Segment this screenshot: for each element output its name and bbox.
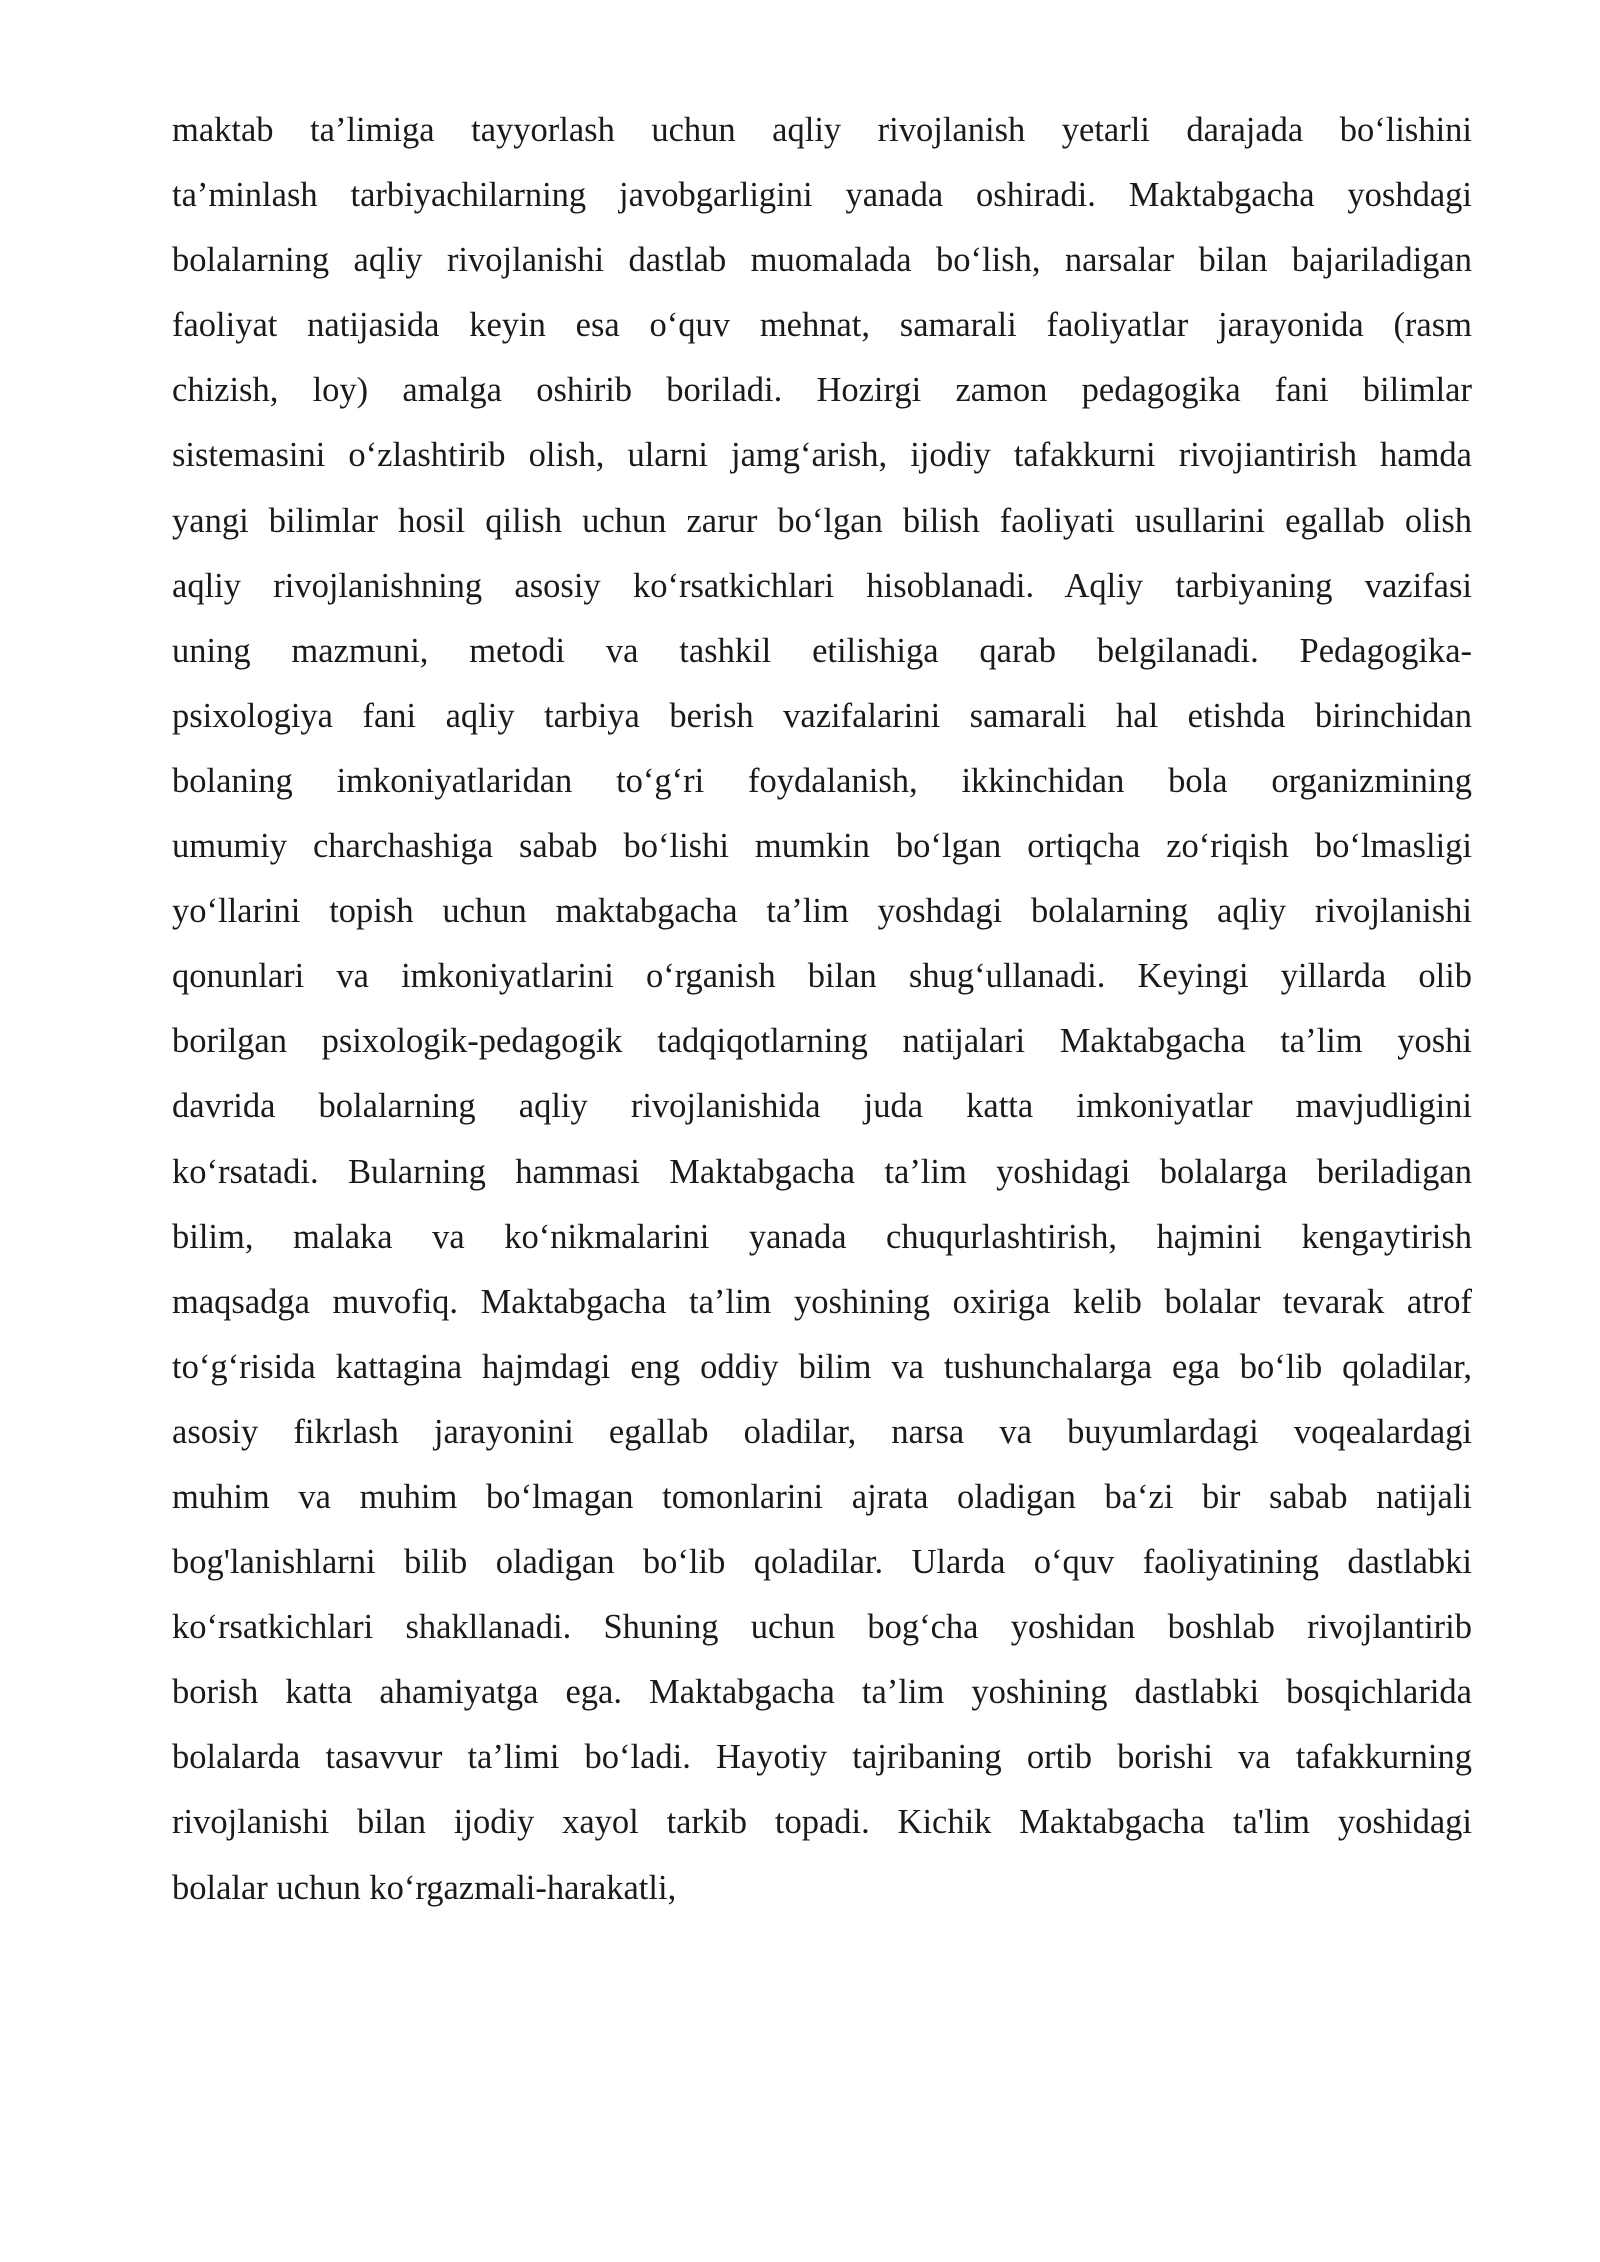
text-line: yo‘llarini topish uchun maktabgacha ta’lim yoshdagi bolalarning aqliy rivojlanishi xyxy=(172,892,1472,931)
text-line: rivojlanishi bilan ijodiy xayol tarkib topadi. Kichik Maktabgacha ta'lim yoshidagi xyxy=(172,1803,1472,1842)
text-line: borish katta ahamiyatga ega. Maktabgacha ta’lim yoshining dastlabki bosqichlarida xyxy=(172,1673,1472,1712)
text-line: asosiy fikrlash jarayonini egallab oladilar, narsa va buyumlardagi voqealardagi xyxy=(172,1412,1472,1451)
text-line: ko‘rsatkichlari shakllanadi. Shuning uchun bog‘cha yoshidan boshlab rivojlantirib xyxy=(172,1608,1472,1647)
text-line: to‘g‘risida kattagina hajmdagi eng oddiy bilim va tushunchalarga ega bo‘lib qoladilar, xyxy=(172,1347,1472,1386)
text-line: qonunlari va imkoniyatlarini o‘rganish bilan shug‘ullanadi. Keyingi yillarda olib xyxy=(172,957,1472,996)
text-line: bolalarning aqliy rivojlanishi dastlab muomalada bo‘lish, narsalar bilan bajariladigan xyxy=(172,241,1472,280)
text-line: psixologiya fani aqliy tarbiya berish vazifalarini samarali hal etishda birinchidan xyxy=(172,696,1472,735)
text-line: ko‘rsatadi. Bularning hammasi Maktabgacha ta’lim yoshidagi bolalarga beriladigan xyxy=(172,1152,1472,1191)
text-line: uning mazmuni, metodi va tashkil etilishiga qarab belgilanadi. Pedagogika- xyxy=(172,631,1472,670)
text-line: yangi bilimlar hosil qilish uchun zarur bo‘lgan bilish faoliyati usullarini egallab olish xyxy=(172,501,1472,540)
text-line: bilim, malaka va ko‘nikmalarini yanada chuqurlashtirish, hajmini kengaytirish xyxy=(172,1217,1472,1256)
text-line: sistemasini o‘zlashtirib olish, ularni jamg‘arish, ijodiy tafakkurni rivojiantirish hamda xyxy=(172,436,1472,475)
body-paragraph xyxy=(172,98,1472,1921)
text-line: borilgan psixologik-pedagogik tadqiqotlarning natijalari Maktabgacha ta’lim yoshi xyxy=(172,1022,1472,1061)
text-line: bog'lanishlarni bilib oladigan bo‘lib qoladilar. Ularda o‘quv faoliyatining dastlabki xyxy=(172,1543,1472,1582)
text-line: davrida bolalarning aqliy rivojlanishida juda katta imkoniyatlar mavjudligini xyxy=(172,1087,1472,1126)
text-line: umumiy charchashiga sabab bo‘lishi mumkin bo‘lgan ortiqcha zo‘riqish bo‘lmasligi xyxy=(172,827,1472,866)
text-line: aqliy rivojlanishning asosiy ko‘rsatkichlari hisoblanadi. Aqliy tarbiyaning vazifasi xyxy=(172,566,1472,605)
text-line: maqsadga muvofiq. Maktabgacha ta’lim yoshining oxiriga kelib bolalar tevarak atrof xyxy=(172,1282,1472,1321)
text-line: faoliyat natijasida keyin esa o‘quv mehnat, samarali faoliyatlar jarayonida (rasm xyxy=(172,306,1472,345)
text-line: chizish, loy) amalga oshirib boriladi. Hozirgi zamon pedagogika fani bilimlar xyxy=(172,371,1472,410)
text-line: ta’minlash tarbiyachilarning javobgarligini yanada oshiradi. Maktabgacha yoshdagi xyxy=(172,176,1472,215)
text-line: bolalar uchun ko‘rgazmali-harakatli, xyxy=(172,1868,677,1907)
text-line: maktab ta’limiga tayyorlash uchun aqliy rivojlanish yetarli darajada bo‘lishini xyxy=(172,111,1472,149)
text-line: bolaning imkoniyatlaridan to‘g‘ri foydalanish, ikkinchidan bola organizmining xyxy=(172,761,1472,800)
text-line: bolalarda tasavvur ta’limi bo‘ladi. Hayotiy tajribaning ortib borishi va tafakkurning xyxy=(172,1738,1472,1777)
text-line: muhim va muhim bo‘lmagan tomonlarini ajrata oladigan ba‘zi bir sabab natijali xyxy=(172,1477,1472,1516)
